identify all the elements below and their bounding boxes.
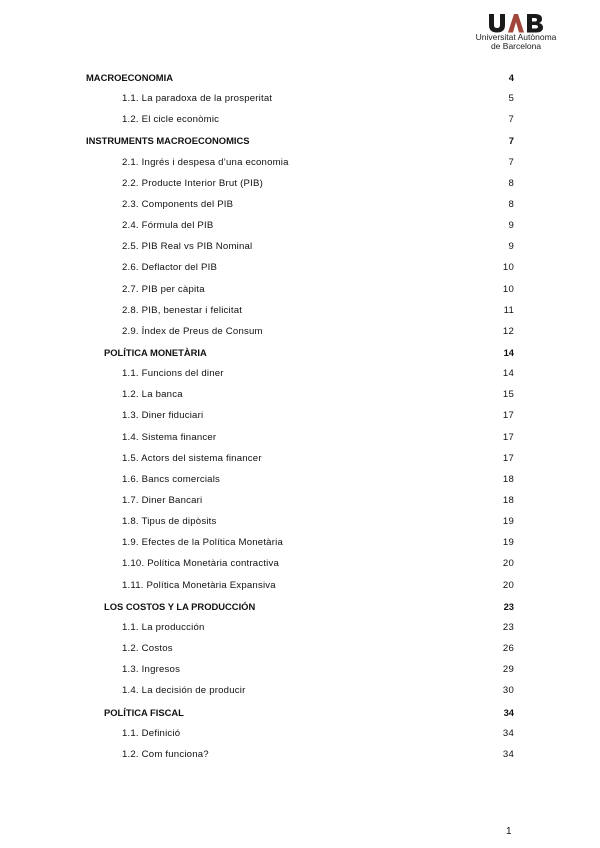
toc-entry-title: 1.9. Efectes de la Política Monetària	[122, 537, 283, 549]
toc-entry-page: 19	[502, 516, 514, 528]
toc-entry-title: 2.2. Producte Interior Brut (PIB)	[122, 177, 263, 189]
toc-entry-title: 1.7. Diner Bancari	[122, 495, 203, 506]
toc-subsection-entry[interactable]	[122, 409, 514, 423]
toc-subsection-entry[interactable]	[122, 536, 514, 550]
toc-subsection-entry[interactable]	[122, 304, 514, 318]
toc-subsection-entry[interactable]	[122, 579, 514, 593]
toc-entry-page: 17	[502, 431, 514, 443]
toc-section-entry[interactable]	[86, 71, 514, 85]
toc-subsection-entry[interactable]	[122, 261, 514, 275]
toc-entry-title: POLÍTICA FISCAL	[104, 706, 184, 718]
toc-entry-title: 2.1. Ingrés i despesa d’una economia	[122, 156, 289, 168]
toc-entry-title: 2.9. Índex de Preus de Consum	[122, 325, 263, 337]
toc-section-entry[interactable]	[104, 706, 514, 720]
toc-entry-title: 1.11. Política Monetària Expansiva	[122, 579, 276, 591]
toc-entry-page: 30	[502, 685, 514, 697]
toc-entry-page: 20	[502, 579, 514, 591]
toc-subsection-entry[interactable]	[122, 748, 514, 762]
toc-subsection-entry[interactable]	[122, 663, 514, 677]
toc-entry-title: 1.1. Definició	[122, 727, 181, 739]
toc-entry-page: 7	[508, 156, 514, 168]
toc-entry-page: 26	[502, 643, 514, 655]
logo-text-line2: de Barcelona	[490, 41, 542, 51]
toc-entry-page: 34	[503, 706, 514, 718]
toc-subsection-entry[interactable]	[122, 219, 514, 233]
toc-subsection-entry[interactable]	[122, 113, 514, 127]
toc-subsection-entry[interactable]	[122, 367, 514, 381]
toc-subsection-entry[interactable]	[122, 494, 514, 508]
toc-entry-title: 2.4. Fórmula del PIB	[122, 220, 214, 232]
toc-entry-page: 8	[508, 198, 514, 210]
toc-entry-title: 1.1. Funcions del diner	[122, 368, 224, 380]
logo-text-line1: Universitat Autònoma	[475, 32, 557, 42]
toc-entry-title: 2.6. Deflactor del PIB	[122, 262, 218, 274]
toc-subsection-entry[interactable]	[122, 240, 514, 254]
toc-subsection-entry[interactable]	[122, 431, 514, 445]
toc-entry-title: 1.10. Política Monetària contractiva	[122, 558, 280, 570]
toc-entry-page: 14	[503, 346, 514, 358]
toc-entry-page: 23	[502, 621, 514, 633]
toc-entry-title: 1.2. Costos	[122, 643, 173, 655]
toc-entry-title: INSTRUMENTS MACROECONOMICS	[86, 135, 250, 147]
toc-entry-page: 4	[508, 72, 514, 83]
toc-subsection-entry[interactable]	[122, 642, 514, 656]
logo-letter-a	[508, 14, 524, 33]
toc-subsection-entry[interactable]	[122, 621, 514, 635]
toc-entry-page: 17	[502, 410, 514, 422]
toc-entry-page: 20	[502, 558, 514, 570]
toc-section-entry[interactable]	[86, 134, 514, 148]
toc-subsection-entry[interactable]	[122, 156, 514, 170]
toc-entry-page: 10	[502, 262, 514, 274]
toc-section-entry[interactable]	[104, 600, 514, 614]
toc-subsection-entry[interactable]	[122, 325, 514, 339]
logo-letter-u	[489, 14, 505, 33]
toc-entry-title: 1.8. Tipus de dipòsits	[122, 516, 217, 528]
toc-entry-page: 9	[508, 241, 514, 253]
toc-subsection-entry[interactable]	[122, 283, 514, 297]
toc-entry-page: 9	[508, 220, 514, 232]
toc-entry-title: 2.3. Components del PIB	[122, 198, 234, 210]
toc-entry-page: 15	[502, 389, 514, 401]
toc-entry-title: 1.1. La paradoxa de la prosperitat	[122, 93, 273, 105]
toc-subsection-entry[interactable]	[122, 177, 514, 191]
toc-entry-page: 23	[503, 600, 514, 612]
toc-entry-title: 1.4. La decisión de producir	[122, 685, 246, 697]
toc-subsection-entry[interactable]	[122, 727, 514, 741]
toc-entry-page: 19	[502, 537, 514, 549]
toc-entry-title: 2.8. PIB, benestar i felicitat	[122, 304, 243, 316]
toc-subsection-entry[interactable]	[122, 473, 514, 487]
toc-entry-title: 1.6. Bancs comercials	[122, 473, 221, 485]
page-number: 1	[506, 826, 512, 837]
toc-subsection-entry[interactable]	[122, 452, 514, 466]
toc-entry-page: 34	[502, 727, 514, 739]
toc-section-entry[interactable]	[104, 346, 514, 360]
toc-entry-page: 10	[502, 283, 514, 295]
toc-entry-page: 18	[502, 473, 514, 485]
toc-entry-title: MACROECONOMIA	[86, 72, 173, 83]
toc-entry-page: 7	[508, 114, 514, 126]
toc-entry-title: 2.5. PIB Real vs PIB Nominal	[122, 241, 253, 253]
toc-entry-page: 17	[502, 452, 514, 464]
toc-entry-title: 1.3. Diner fiduciari	[122, 410, 204, 422]
uab-logo-mark	[487, 13, 545, 33]
toc-entry-title: POLÍTICA MONETÀRIA	[104, 346, 207, 358]
toc-subsection-entry[interactable]	[122, 557, 514, 571]
toc-entry-page: 29	[502, 664, 514, 676]
toc-entry-title: 2.7. PIB per càpita	[122, 283, 205, 295]
toc-entry-title: 1.4. Sistema financer	[122, 431, 217, 443]
toc-entry-title: 1.1. La producción	[122, 621, 205, 633]
toc-entry-page: 18	[502, 495, 514, 506]
toc-entry-page: 14	[502, 368, 514, 380]
toc-entry-page: 12	[502, 325, 514, 337]
toc-entry-page: 11	[503, 304, 514, 316]
toc-entry-page: 5	[508, 93, 514, 105]
toc-subsection-entry[interactable]	[122, 388, 514, 402]
toc-entry-page: 34	[502, 748, 514, 760]
toc-entry-page: 7	[508, 135, 514, 147]
toc-entry-title: 1.2. La banca	[122, 389, 183, 401]
toc-subsection-entry[interactable]	[122, 198, 514, 212]
toc-subsection-entry[interactable]	[122, 515, 514, 529]
toc-entry-title: 1.5. Actors del sistema financer	[122, 452, 262, 464]
logo-letter-b	[527, 14, 543, 33]
toc-entry-title: 1.2. El cicle econòmic	[122, 114, 220, 126]
toc-subsection-entry[interactable]	[122, 684, 514, 698]
toc-subsection-entry[interactable]	[122, 92, 514, 106]
toc-entry-title: LOS COSTOS Y LA PRODUCCIÓN	[104, 600, 256, 612]
toc-entry-page: 8	[508, 177, 514, 189]
toc-entry-title: 1.3. Ingresos	[122, 664, 181, 676]
toc-entry-title: 1.2. Com funciona?	[122, 748, 209, 760]
uab-logo	[466, 13, 566, 51]
